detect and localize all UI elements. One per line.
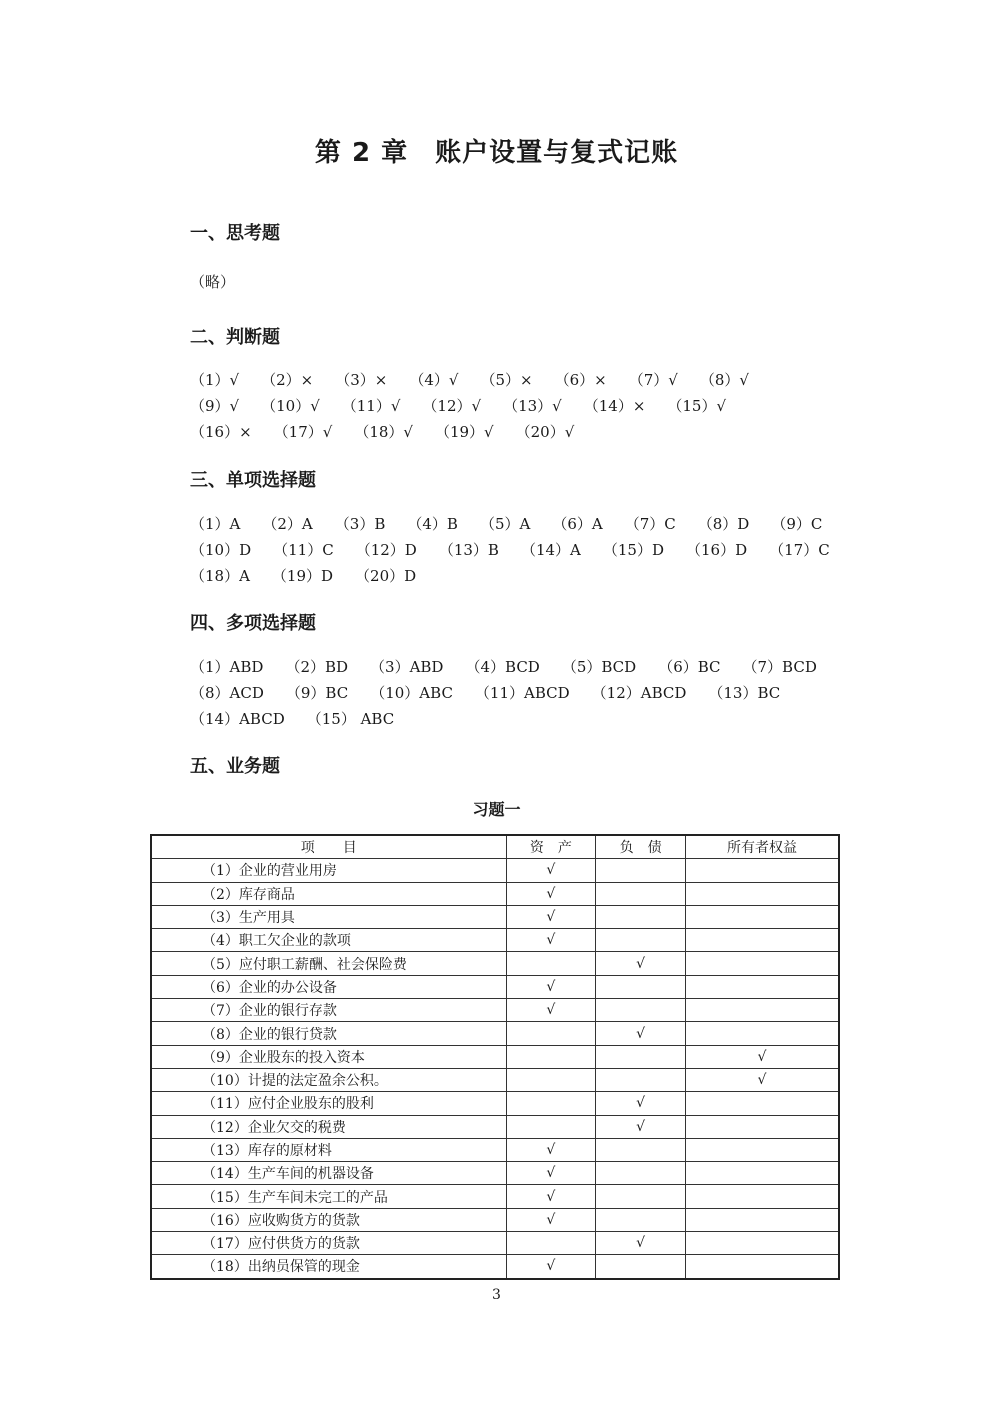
item-cell: （16）应收购货方的货款 bbox=[151, 1208, 506, 1231]
table-row bbox=[151, 1068, 839, 1091]
liability-cell bbox=[596, 1255, 686, 1279]
item-cell: （6）企业的办公设备 bbox=[151, 975, 506, 998]
equity-cell bbox=[686, 929, 840, 952]
liability-cell bbox=[596, 905, 686, 928]
page-number: 3 bbox=[492, 1287, 501, 1303]
liability-cell bbox=[596, 1068, 686, 1091]
section-heading-single-choice: 三、单项选择题 bbox=[190, 470, 316, 491]
answer-item: （12）ABCD bbox=[591, 684, 687, 702]
asset-cell bbox=[506, 1092, 596, 1115]
asset-cell: √ bbox=[506, 859, 596, 882]
answer-item: （10）√ bbox=[261, 397, 320, 415]
answer-item: （6）A bbox=[552, 515, 603, 533]
item-cell: （11）应付企业股东的股利 bbox=[151, 1092, 506, 1115]
item-cell: （3）生产用具 bbox=[151, 905, 506, 928]
item-cell: （13）库存的原材料 bbox=[151, 1138, 506, 1161]
answer-item: （9）BC bbox=[285, 684, 349, 702]
answer-item: （7）C bbox=[624, 515, 676, 533]
answer-item: （18）A bbox=[190, 567, 250, 585]
item-cell: （18）出纳员保管的现金 bbox=[151, 1255, 506, 1279]
table-row bbox=[151, 882, 839, 905]
answer-item: （9）C bbox=[771, 515, 823, 533]
liability-cell bbox=[596, 1045, 686, 1068]
equity-cell bbox=[686, 999, 840, 1022]
equity-cell bbox=[686, 1208, 840, 1231]
equity-cell: √ bbox=[686, 1068, 840, 1091]
asset-cell: √ bbox=[506, 929, 596, 952]
answer-item: （5）BCD bbox=[561, 658, 637, 676]
answer-item: （8）D bbox=[697, 515, 750, 533]
single-choice-line bbox=[190, 513, 844, 534]
section-heading-multiple-choice: 四、多项选择题 bbox=[190, 613, 316, 634]
item-cell: （17）应付供货方的货款 bbox=[151, 1232, 506, 1255]
answer-item: （3）B bbox=[334, 515, 386, 533]
answer-item: （17）C bbox=[769, 541, 830, 559]
answer-item: （11）√ bbox=[341, 397, 401, 415]
judgment-line bbox=[190, 395, 748, 416]
table-row bbox=[151, 859, 839, 882]
answer-item: （20）√ bbox=[515, 423, 575, 441]
item-cell: （1）企业的营业用房 bbox=[151, 859, 506, 882]
item-cell: （7）企业的银行存款 bbox=[151, 999, 506, 1022]
equity-cell bbox=[686, 952, 840, 975]
judgment-line bbox=[190, 369, 771, 390]
table-row bbox=[151, 1208, 839, 1231]
equity-cell bbox=[686, 905, 840, 928]
section-heading-business: 五、业务题 bbox=[190, 756, 280, 777]
answer-item: （19）D bbox=[271, 567, 334, 585]
table-row bbox=[151, 952, 839, 975]
asset-cell: √ bbox=[506, 1208, 596, 1231]
item-cell: （2）库存商品 bbox=[151, 882, 506, 905]
liability-cell bbox=[596, 859, 686, 882]
single-choice-line bbox=[190, 565, 438, 586]
answer-item: （17）√ bbox=[273, 423, 333, 441]
equity-cell bbox=[686, 1092, 840, 1115]
equity-cell bbox=[686, 882, 840, 905]
answer-item: （1）A bbox=[190, 515, 241, 533]
answer-item: （10）D bbox=[190, 541, 252, 559]
asset-cell: √ bbox=[506, 1185, 596, 1208]
item-cell: （14）生产车间的机器设备 bbox=[151, 1162, 506, 1185]
table-row bbox=[151, 929, 839, 952]
header-asset: 资 产 bbox=[506, 835, 596, 859]
multiple-choice-line bbox=[190, 708, 416, 729]
item-cell: （5）应付职工薪酬、社会保险费 bbox=[151, 952, 506, 975]
answer-item: （14）× bbox=[583, 397, 646, 415]
item-cell: （15）生产车间未完工的产品 bbox=[151, 1185, 506, 1208]
table-row bbox=[151, 1162, 839, 1185]
table-row bbox=[151, 1092, 839, 1115]
answer-item: （13）BC bbox=[708, 684, 781, 702]
header-item: 项 目 bbox=[151, 835, 506, 859]
table-row bbox=[151, 905, 839, 928]
asset-cell bbox=[506, 952, 596, 975]
table-row bbox=[151, 1255, 839, 1279]
item-cell: （4）职工欠企业的款项 bbox=[151, 929, 506, 952]
asset-cell bbox=[506, 1045, 596, 1068]
answer-item: （14）A bbox=[520, 541, 581, 559]
answer-item: （15）D bbox=[602, 541, 664, 559]
equity-cell: √ bbox=[686, 1045, 840, 1068]
equity-cell bbox=[686, 1022, 840, 1045]
liability-cell: √ bbox=[596, 1092, 686, 1115]
asset-cell: √ bbox=[506, 999, 596, 1022]
table-row bbox=[151, 1045, 839, 1068]
answer-item: （13）B bbox=[438, 541, 499, 559]
thinking-content: （略） bbox=[190, 273, 236, 291]
liability-cell: √ bbox=[596, 1115, 686, 1138]
answer-item: （6）BC bbox=[658, 658, 721, 676]
liability-cell: √ bbox=[596, 952, 686, 975]
liability-cell bbox=[596, 882, 686, 905]
answer-item: （14）ABCD bbox=[190, 710, 285, 728]
answer-item: （5）× bbox=[480, 371, 533, 389]
answer-item: （6）× bbox=[554, 371, 607, 389]
item-cell: （10）计提的法定盈余公积。 bbox=[151, 1068, 506, 1091]
answer-item: （1）ABD bbox=[190, 658, 264, 676]
liability-cell bbox=[596, 1185, 686, 1208]
answer-item: （4）B bbox=[407, 515, 458, 533]
answer-item: （16）× bbox=[190, 423, 252, 441]
answer-item: （10）ABC bbox=[370, 684, 453, 702]
answer-item: （19）√ bbox=[434, 423, 494, 441]
answer-item: （2）A bbox=[262, 515, 313, 533]
table-row bbox=[151, 1185, 839, 1208]
equity-cell bbox=[686, 1185, 840, 1208]
asset-cell: √ bbox=[506, 882, 596, 905]
header-liability: 负 债 bbox=[596, 835, 686, 859]
asset-cell: √ bbox=[506, 1255, 596, 1279]
answer-item: （15）√ bbox=[667, 397, 727, 415]
answer-item: （3）ABD bbox=[370, 658, 444, 676]
judgment-line bbox=[190, 421, 596, 442]
equity-cell bbox=[686, 975, 840, 998]
table-row bbox=[151, 1232, 839, 1255]
asset-cell bbox=[506, 1115, 596, 1138]
asset-cell bbox=[506, 1068, 596, 1091]
answer-item: （13）√ bbox=[503, 397, 562, 415]
asset-cell: √ bbox=[506, 905, 596, 928]
table-row bbox=[151, 999, 839, 1022]
liability-cell bbox=[596, 1162, 686, 1185]
asset-cell bbox=[506, 1022, 596, 1045]
single-choice-line bbox=[190, 539, 852, 560]
answer-item: （7）√ bbox=[628, 371, 678, 389]
answer-item: （5）A bbox=[479, 515, 531, 533]
answer-item: （1）√ bbox=[190, 371, 240, 389]
liability-cell bbox=[596, 975, 686, 998]
asset-cell bbox=[506, 1232, 596, 1255]
section-heading-judgment: 二、判断题 bbox=[190, 327, 280, 348]
table-row bbox=[151, 1022, 839, 1045]
answer-item: （18）√ bbox=[354, 423, 413, 441]
asset-cell: √ bbox=[506, 975, 596, 998]
answer-item: （20）D bbox=[355, 567, 417, 585]
answer-item: （3）× bbox=[335, 371, 388, 389]
header-equity: 所有者权益 bbox=[686, 835, 840, 859]
answer-item: （9）√ bbox=[190, 397, 240, 415]
asset-cell: √ bbox=[506, 1162, 596, 1185]
exercise-table bbox=[150, 834, 840, 1280]
section-heading-thinking: 一、思考题 bbox=[190, 223, 280, 244]
answer-item: （12）√ bbox=[422, 397, 482, 415]
equity-cell bbox=[686, 1232, 840, 1255]
answer-item: （8）√ bbox=[699, 371, 749, 389]
answer-item: （2）BD bbox=[285, 658, 349, 676]
answer-item: （11）C bbox=[273, 541, 334, 559]
equity-cell bbox=[686, 1162, 840, 1185]
answer-item: （4）√ bbox=[409, 371, 459, 389]
item-cell: （12）企业欠交的税费 bbox=[151, 1115, 506, 1138]
equity-cell bbox=[686, 1138, 840, 1161]
liability-cell bbox=[596, 1208, 686, 1231]
asset-cell: √ bbox=[506, 1138, 596, 1161]
table-row bbox=[151, 1115, 839, 1138]
liability-cell bbox=[596, 929, 686, 952]
table-row bbox=[151, 975, 839, 998]
multiple-choice-line bbox=[190, 656, 839, 677]
answer-item: （11）ABCD bbox=[474, 684, 570, 702]
liability-cell: √ bbox=[596, 1232, 686, 1255]
equity-cell bbox=[686, 1255, 840, 1279]
liability-cell bbox=[596, 1138, 686, 1161]
table-header-row bbox=[151, 835, 839, 859]
item-cell: （9）企业股东的投入资本 bbox=[151, 1045, 506, 1068]
multiple-choice-line bbox=[190, 682, 802, 703]
answer-item: （12）D bbox=[355, 541, 417, 559]
chapter-title: 第 2 章 账户设置与复式记账 bbox=[314, 138, 679, 168]
equity-cell bbox=[686, 1115, 840, 1138]
answer-item: （7）BCD bbox=[742, 658, 817, 676]
item-cell: （8）企业的银行贷款 bbox=[151, 1022, 506, 1045]
answer-item: （2）× bbox=[261, 371, 314, 389]
liability-cell bbox=[596, 999, 686, 1022]
answer-item: （16）D bbox=[686, 541, 748, 559]
answer-item: （4）BCD bbox=[465, 658, 540, 676]
table-row bbox=[151, 1138, 839, 1161]
answer-item: （8）ACD bbox=[190, 684, 264, 702]
equity-cell bbox=[686, 859, 840, 882]
answer-item: （15） ABC bbox=[306, 710, 395, 728]
liability-cell: √ bbox=[596, 1022, 686, 1045]
exercise-title: 习题一 bbox=[472, 800, 521, 819]
